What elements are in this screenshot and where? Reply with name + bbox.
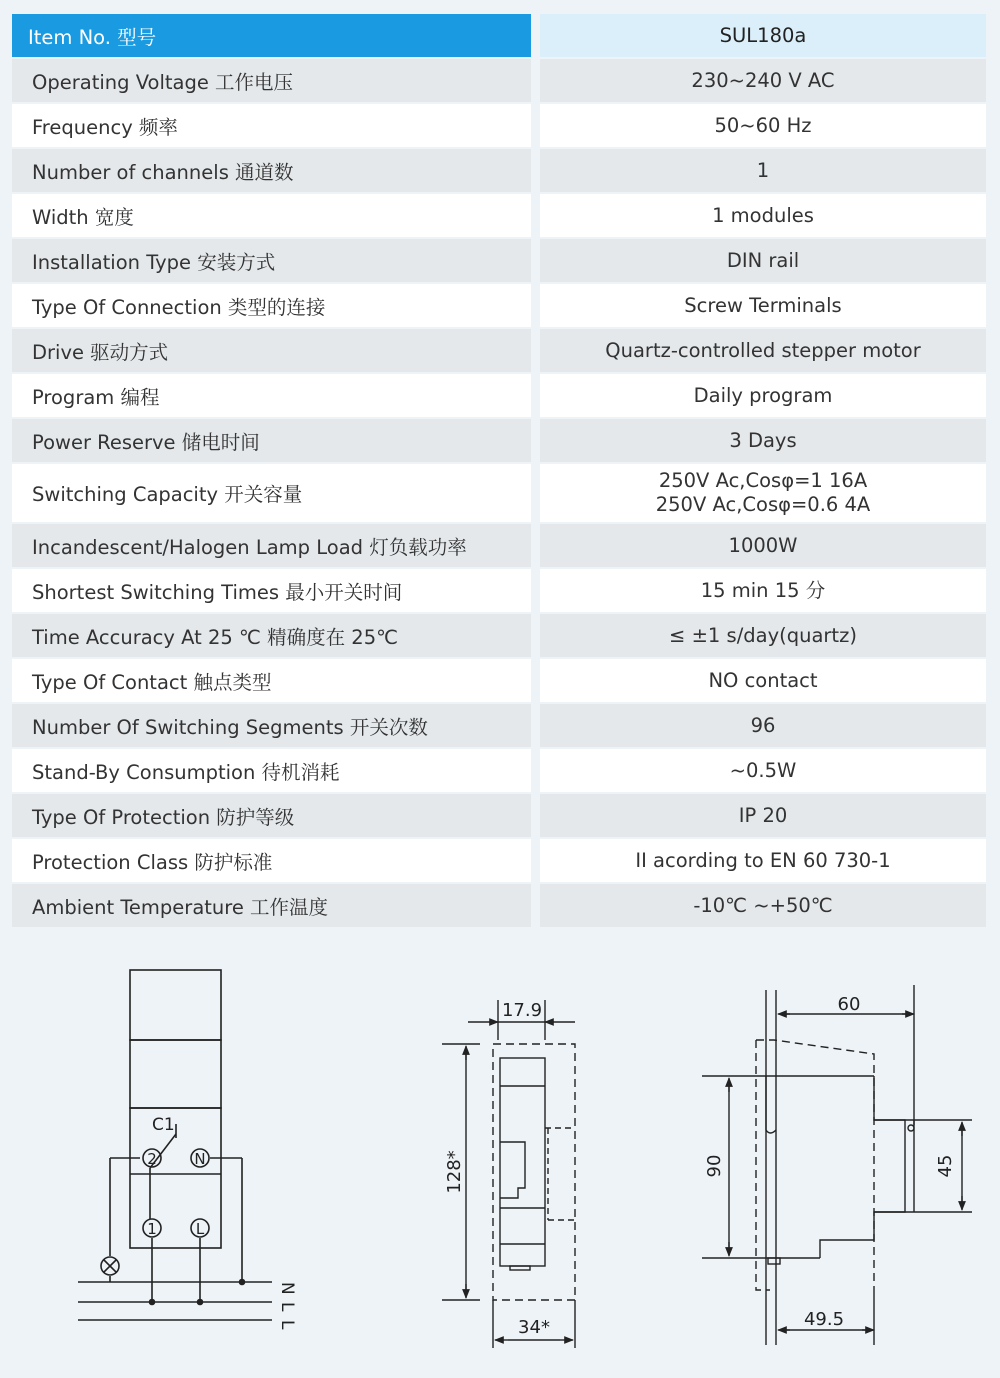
- spec-label: Installation Type 安装方式: [12, 239, 531, 282]
- wiring-labels: [147, 1115, 297, 1330]
- spec-value: 1 modules: [540, 194, 986, 237]
- spec-row: [12, 419, 986, 462]
- spec-label: Drive 驱动方式: [12, 329, 531, 372]
- dim-height: 128*: [444, 1150, 465, 1194]
- dim-bottom: 49.5: [803, 1309, 845, 1330]
- spec-value: 3 Days: [540, 419, 986, 462]
- spec-value: II acording to EN 60 730-1: [540, 839, 986, 882]
- spec-label: Shortest Switching Times 最小开关时间: [12, 569, 531, 612]
- terminal-l: L: [195, 1220, 205, 1238]
- spec-value: NO contact: [540, 659, 986, 702]
- spec-value: IP 20: [540, 794, 986, 837]
- spec-row: [12, 614, 986, 657]
- spec-label: Type Of Contact 触点类型: [12, 659, 531, 702]
- spec-row: [12, 329, 986, 372]
- spec-row: [12, 794, 986, 837]
- spec-value: 230~240 V AC: [540, 59, 986, 102]
- spec-label: Protection Class 防护标准: [12, 839, 531, 882]
- spec-row: [12, 884, 986, 927]
- line-n-label: N: [277, 1282, 297, 1295]
- spec-label: Power Reserve 储电时间: [12, 419, 531, 462]
- spec-value: 1000W: [540, 524, 986, 567]
- spec-row: [12, 839, 986, 882]
- header-value: SUL180a: [540, 14, 986, 57]
- line-l2-label: L: [277, 1320, 297, 1330]
- spec-value-line2: 250V Ac,Cosφ=0.6 4A: [655, 493, 871, 516]
- spec-table: [12, 14, 986, 929]
- dim-width: 17.9: [501, 1000, 543, 1021]
- side-view-labels: [704, 994, 956, 1330]
- spec-value: [540, 464, 986, 522]
- dim-right: 45: [935, 1154, 956, 1178]
- spec-label: Type Of Protection 防护等级: [12, 794, 531, 837]
- spec-row: [12, 149, 986, 192]
- spec-row: [12, 524, 986, 567]
- spec-row: [12, 59, 986, 102]
- spec-value: ~0.5W: [540, 749, 986, 792]
- spec-label: Number of channels 通道数: [12, 149, 531, 192]
- spec-row: [12, 704, 986, 747]
- spec-row: [12, 749, 986, 792]
- spec-value: 1: [540, 149, 986, 192]
- dim-top: 60: [837, 994, 861, 1015]
- spec-value: 96: [540, 704, 986, 747]
- spec-label: Ambient Temperature 工作温度: [12, 884, 531, 927]
- spec-row: [12, 374, 986, 417]
- spec-label: Frequency 频率: [12, 104, 531, 147]
- spec-label: Time Accuracy At 25 ℃ 精确度在 25℃: [12, 614, 531, 657]
- spec-label: Number Of Switching Segments 开关次数: [12, 704, 531, 747]
- terminal-n: N: [194, 1150, 206, 1168]
- spec-value: 50~60 Hz: [540, 104, 986, 147]
- spec-row: [12, 284, 986, 327]
- spec-label: Incandescent/Halogen Lamp Load 灯负载功率: [12, 524, 531, 567]
- spec-label: Stand-By Consumption 待机消耗: [12, 749, 531, 792]
- spec-value-line1: 250V Ac,Cosφ=1 16A: [658, 469, 868, 492]
- spec-value: 15 min 15 分: [540, 569, 986, 612]
- spec-row: [12, 659, 986, 702]
- spec-value: ≤ ±1 s/day(quartz): [540, 614, 986, 657]
- dim-left: 90: [704, 1154, 725, 1178]
- spec-row: [12, 104, 986, 147]
- spec-label: Operating Voltage 工作电压: [12, 59, 531, 102]
- spec-value: Screw Terminals: [540, 284, 986, 327]
- spec-value: Quartz-controlled stepper motor: [540, 329, 986, 372]
- spec-label: Type Of Connection 类型的连接: [12, 284, 531, 327]
- spec-value: -10℃ ~+50℃: [540, 884, 986, 927]
- spec-value: Daily program: [540, 374, 986, 417]
- header-row: [12, 14, 986, 57]
- line-l1-label: L: [277, 1302, 297, 1312]
- spec-label: Program 编程: [12, 374, 531, 417]
- technical-drawings: [0, 940, 1000, 1378]
- spec-label: Width 宽度: [12, 194, 531, 237]
- dim-depth: 34*: [518, 1317, 550, 1338]
- terminal-2: 2: [147, 1150, 157, 1168]
- spec-row: [12, 464, 986, 522]
- wiring-diagram: [78, 970, 272, 1320]
- spec-row: [12, 569, 986, 612]
- contact-label: C1: [152, 1115, 175, 1135]
- spec-label: Switching Capacity 开关容量: [12, 464, 531, 522]
- side-view-drawing: [702, 985, 972, 1345]
- spec-row: [12, 194, 986, 237]
- terminal-1: 1: [147, 1220, 157, 1238]
- header-label: Item No. 型号: [12, 14, 531, 57]
- spec-row: [12, 239, 986, 282]
- front-view-labels: [444, 1000, 550, 1338]
- spec-value: DIN rail: [540, 239, 986, 282]
